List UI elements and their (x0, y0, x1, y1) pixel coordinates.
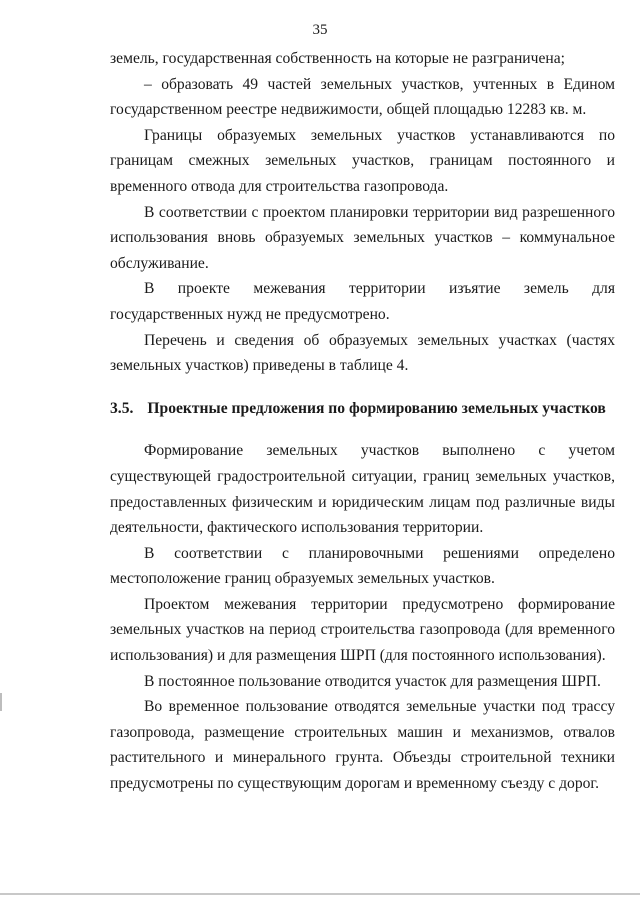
paragraph: Проектом межевания территории предусмотрено формирование земельных участков на период строительства газопровода (для временного использования) и для размещения ШРП (для постоянного использования). (110, 595, 615, 665)
paragraph: Формирование земельных участков выполнено с учетом существующей градостроительной ситуации, границ земельных участков, предоставленных физическим и юридическим лицам под различные виды деятельности, фактического использования территории. (110, 442, 615, 537)
paragraph: Перечень и сведения об образуемых земельных участках (частях земельных участков) приведены в таблице 4. (110, 331, 615, 375)
paragraph: – образовать 49 частей земельных участков, учтенных в Едином государственном реестре недвижимости, общей площадью 12283 кв. м. (110, 75, 615, 119)
paragraph: В постоянное пользование отводится участок для размещения ШРП. (144, 672, 601, 690)
paragraph: Границы образуемых земельных участков устанавливаются по границам смежных земельных участков, границам постоянного и временного отвода для строительства газопровода. (110, 126, 615, 195)
section-number: 3.5. (110, 399, 134, 417)
section-heading (110, 396, 615, 422)
paragraph: В проекте межевания территории изъятие земель для государственных нужд не предусмотрено. (110, 280, 615, 323)
paragraph: Во временное пользование отводятся земельные участки под трассу газопровода, размещение строительных машин и механизмов, отвалов растительного и минерального грунта. Объезды строительной техники предусмотрены по существующим дорогам и временному съезду с дорог. (110, 698, 615, 793)
paragraph: земель, государственная собственность на которые не разграничена; (110, 50, 565, 67)
paragraph: В соответствии с планировочными решениями определено местоположение границ образуемых земельных участков. (110, 544, 615, 588)
paragraph: В соответствии с проектом планировки территории вид разрешенного использования вновь образуемых земельных участков – коммунальное обслуживание. (110, 203, 615, 272)
scan-mark (0, 693, 2, 711)
page-number: 35 (312, 22, 328, 38)
bottom-edge-line (0, 893, 640, 895)
document-body (110, 46, 615, 797)
section-title: Проектные предложения по формированию земельных участков (147, 399, 606, 417)
